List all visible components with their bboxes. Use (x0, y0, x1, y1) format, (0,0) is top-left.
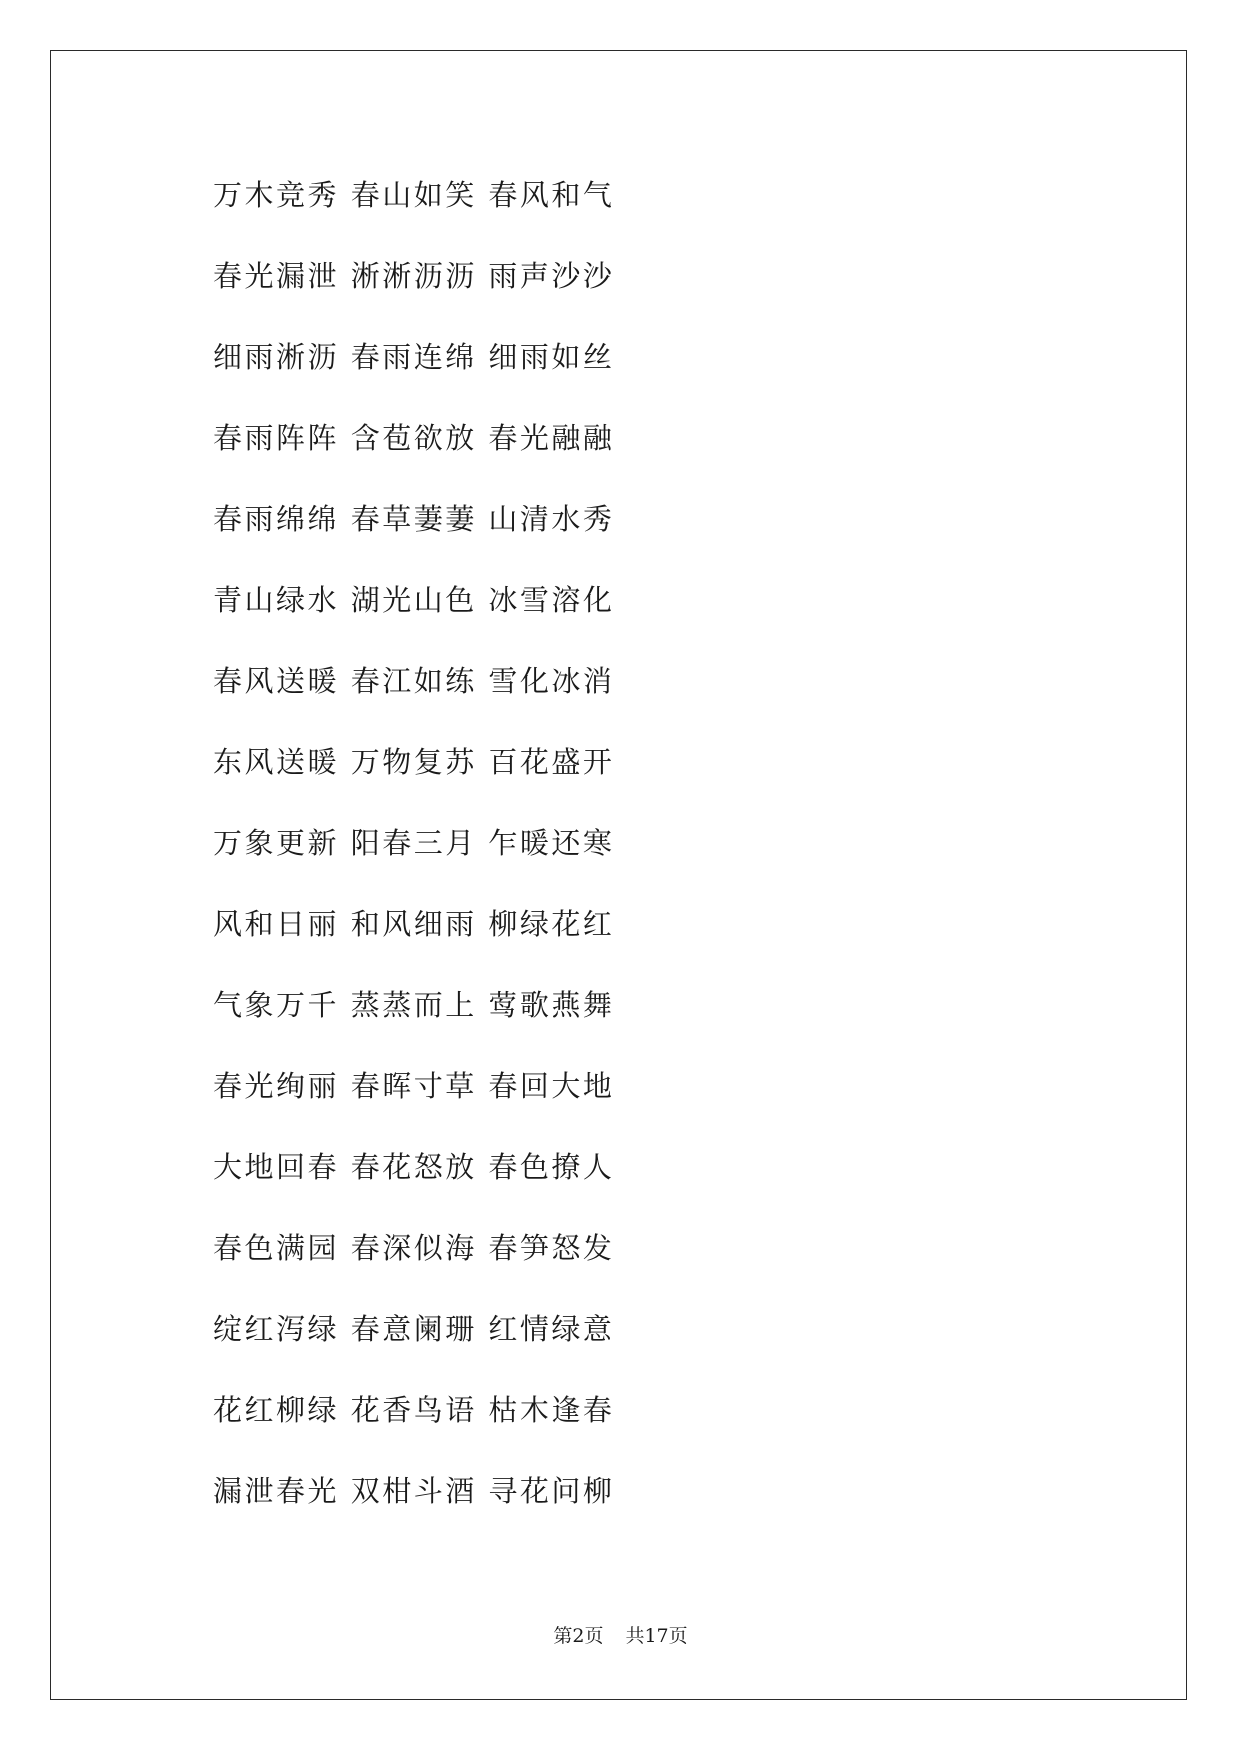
idiom-line: 春色满园 春深似海 春笋怒发 (213, 1231, 615, 1265)
page-number: 第2页 (553, 1625, 604, 1647)
idiom-line: 大地回春 春花怒放 春色撩人 (213, 1150, 615, 1184)
idiom-line: 春光漏泄 淅淅沥沥 雨声沙沙 (213, 259, 615, 293)
idiom-line: 春雨阵阵 含苞欲放 春光融融 (213, 421, 615, 455)
idiom-line: 气象万千 蒸蒸而上 莺歌燕舞 (213, 988, 615, 1022)
idiom-line: 春光绚丽 春晖寸草 春回大地 (213, 1069, 615, 1103)
idiom-line: 万木竞秀 春山如笑 春风和气 (213, 178, 615, 212)
idiom-line: 春风送暖 春江如练 雪化冰消 (213, 664, 615, 698)
idiom-line: 绽红泻绿 春意阑珊 红情绿意 (213, 1312, 615, 1346)
page-footer (0, 1621, 1241, 1648)
idiom-line: 花红柳绿 花香鸟语 枯木逢春 (213, 1393, 615, 1427)
idiom-line: 漏泄春光 双柑斗酒 寻花问柳 (213, 1474, 615, 1508)
idiom-line: 细雨淅沥 春雨连绵 细雨如丝 (213, 340, 615, 374)
idiom-line: 万象更新 阳春三月 乍暖还寒 (213, 826, 615, 860)
idiom-line: 风和日丽 和风细雨 柳绿花红 (213, 907, 615, 941)
idiom-line: 青山绿水 湖光山色 冰雪溶化 (213, 583, 615, 617)
idiom-line: 春雨绵绵 春草萋萋 山清水秀 (213, 502, 615, 536)
idiom-list (213, 165, 614, 1542)
total-pages: 共17页 (625, 1625, 688, 1647)
idiom-line: 东风送暖 万物复苏 百花盛开 (213, 745, 615, 779)
